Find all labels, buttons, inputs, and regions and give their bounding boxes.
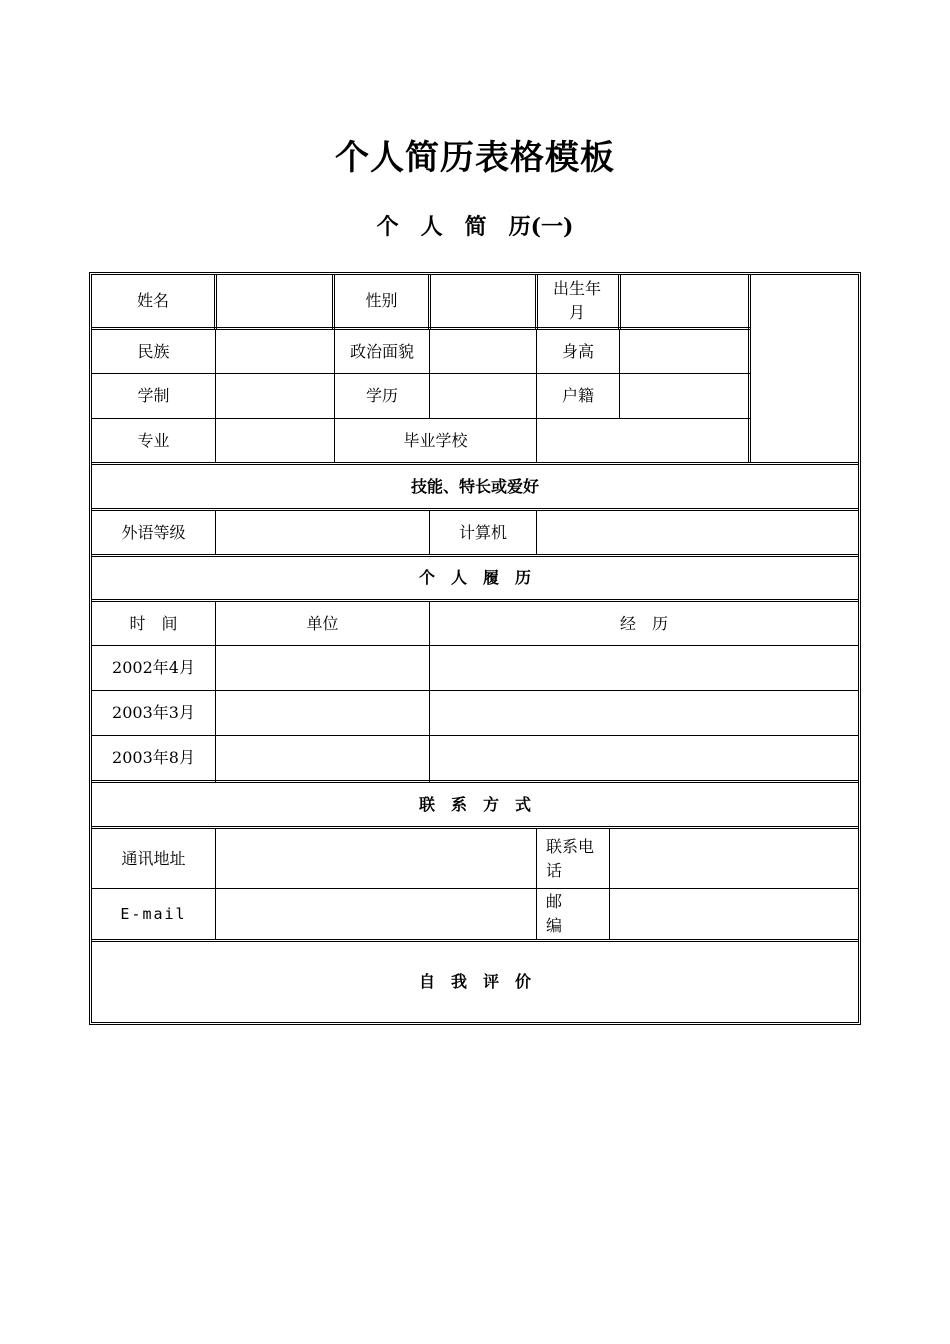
phone-field[interactable] [610, 829, 858, 888]
col-time-header: 时 间 [129, 613, 178, 633]
schooling-label: 学制 [137, 386, 170, 405]
computer-label: 计算机 [458, 522, 507, 542]
phone-label: 联系电话 [546, 836, 595, 880]
self-evaluation-header: 自 我 评 价 [418, 972, 531, 991]
col-unit-header: 单位 [306, 613, 339, 633]
table-row-time: 2003年3月 [112, 703, 195, 722]
postcode-label: 邮编 [546, 892, 563, 935]
contact-header: 联 系 方 式 [418, 794, 531, 814]
birth-label: 出生年月 [552, 279, 601, 322]
photo-box[interactable] [751, 275, 858, 462]
table-row-experience-field[interactable] [430, 736, 858, 780]
household-field[interactable] [620, 374, 748, 418]
major-label: 专业 [137, 430, 170, 450]
table-row-time: 2002年4月 [112, 658, 195, 677]
address-field[interactable] [216, 829, 536, 888]
name-field[interactable] [217, 275, 332, 327]
computer-field[interactable] [537, 511, 858, 554]
resume-subtitle: 个 人 简 历(一) [376, 214, 574, 240]
height-field[interactable] [620, 330, 748, 373]
birth-field[interactable] [621, 275, 748, 327]
email-label: E-mail [120, 905, 187, 923]
table-row-unit-field[interactable] [216, 691, 429, 735]
school-label: 毕业学校 [403, 430, 468, 450]
table-row-unit-field[interactable] [216, 646, 429, 690]
table-row-time: 2003年8月 [112, 748, 195, 767]
language-label: 外语等级 [121, 522, 186, 542]
experience-header: 个 人 履 历 [418, 568, 531, 587]
major-field[interactable] [216, 419, 334, 462]
skills-header: 技能、特长或爱好 [410, 476, 539, 496]
table-row-experience-field[interactable] [430, 646, 858, 690]
resume-table [89, 272, 861, 1025]
name-label: 姓名 [136, 291, 169, 310]
document-title: 个人简历表格模板 [335, 138, 615, 178]
address-label: 通讯地址 [121, 848, 186, 868]
gender-field[interactable] [431, 275, 535, 327]
school-field[interactable] [537, 419, 748, 462]
political-field[interactable] [430, 330, 536, 373]
education-label: 学历 [365, 386, 398, 405]
ethnicity-field[interactable] [216, 330, 334, 373]
postcode-field[interactable] [610, 889, 858, 939]
table-row-experience-field[interactable] [430, 691, 858, 735]
schooling-field[interactable] [216, 374, 334, 418]
gender-label: 性别 [365, 291, 398, 310]
grid-line [535, 275, 538, 329]
height-label: 身高 [561, 341, 594, 361]
col-experience-header: 经 历 [619, 613, 668, 633]
political-label: 政治面貌 [349, 341, 414, 361]
education-field[interactable] [430, 374, 536, 418]
language-field[interactable] [216, 511, 429, 554]
household-label: 户籍 [561, 386, 594, 405]
ethnicity-label: 民族 [137, 341, 170, 361]
email-field[interactable] [216, 889, 536, 939]
table-row-unit-field[interactable] [216, 736, 429, 780]
